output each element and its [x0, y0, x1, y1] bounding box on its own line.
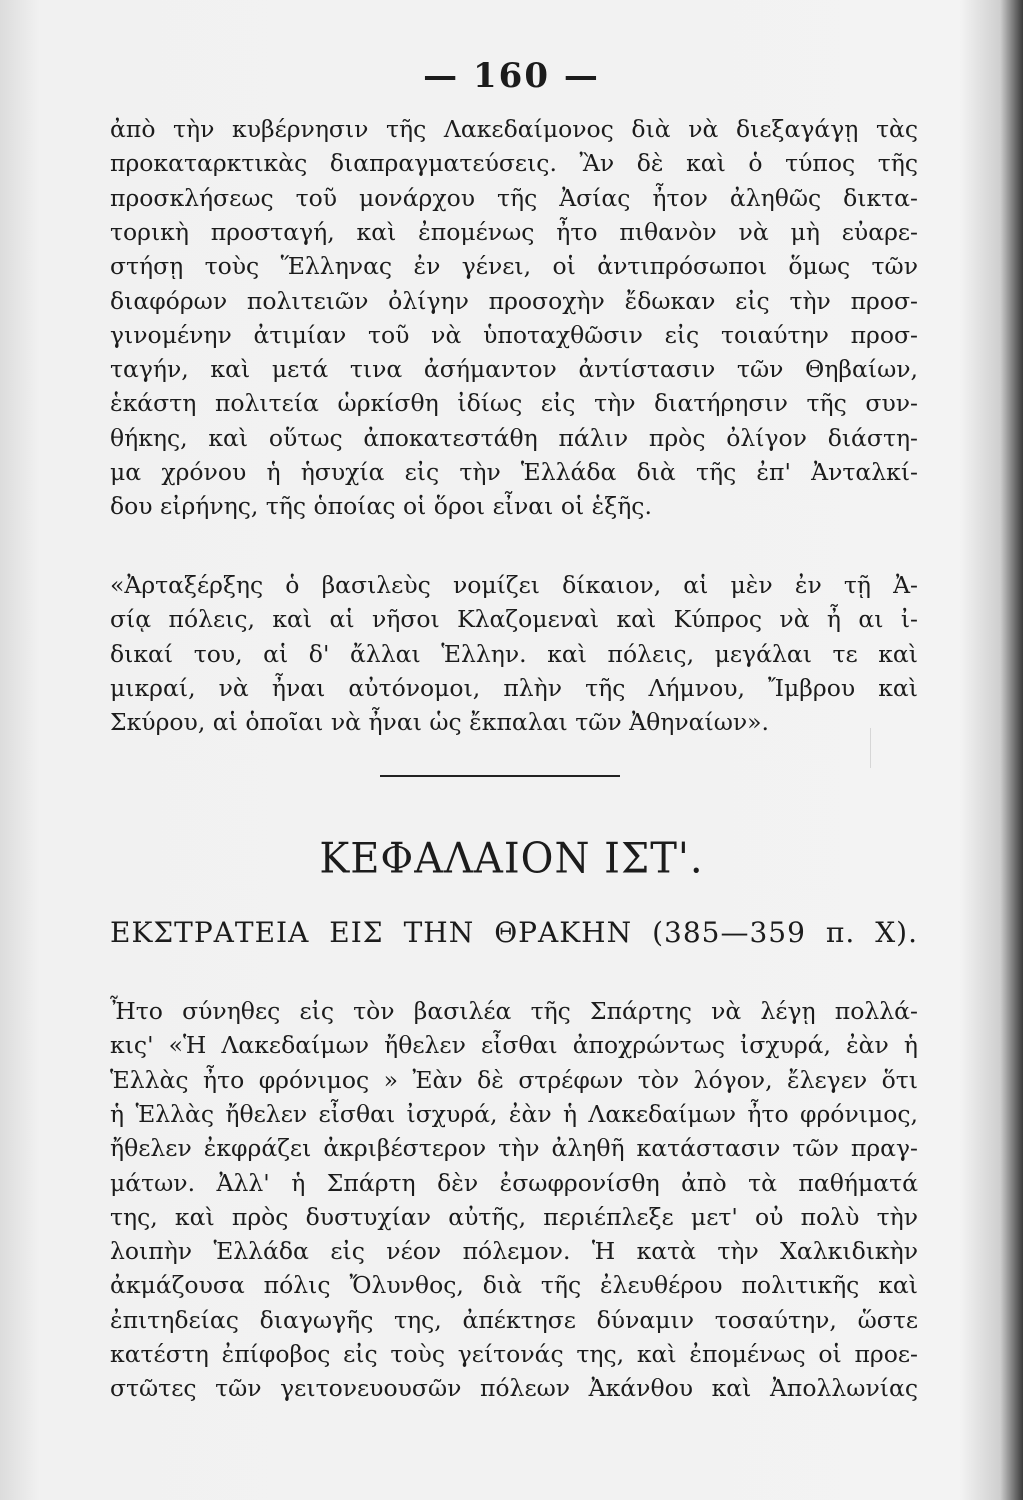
text-line: Ἦτο σύνηθες εἰς τὸν βασιλέα τῆς Σπάρτης νὰ λέγῃ πολλά- — [110, 997, 918, 1025]
text-line: διαφόρων πολιτειῶν ὀλίγην προσοχὴν ἔδωκαν εἰς τὴν προσ- — [110, 286, 918, 315]
text-line: ἡ Ἑλλὰς ἤθελεν εἶσθαι ἰσχυρά, ἐὰν ἡ Λακεδαίμων ἦτο φρόνιμος, — [110, 1099, 918, 1128]
text-line: προκαταρκτικὰς διαπραγματεύσεις. Ἂν δὲ καὶ ὁ τύπος τῆς — [110, 149, 918, 178]
text-line: ἀπὸ τὴν κυβέρνησιν τῆς Λακεδαίμονος διὰ νὰ διεξαγάγῃ τὰς — [110, 115, 918, 143]
text-line: δου εἰρήνης, τῆς ὁποίας οἱ ὅροι εἶναι οἱ ἑξῆς. — [110, 492, 652, 521]
page-number: — 160 — — [423, 56, 600, 96]
text-line: μάτων. Ἀλλ' ἡ Σπάρτη δὲν ἐσωφρονίσθη ἀπὸ τὰ παθήματά — [110, 1168, 918, 1197]
text-line: της, καὶ πρὸς δυστυχίαν αὐτῆς, περιέπλεξε μετ' οὐ πολὺ τὴν — [110, 1202, 918, 1231]
text-line: δικαί του, αἱ δ' ἄλλαι Ἑλλην. καὶ πόλεις, μεγάλαι τε καὶ — [110, 639, 918, 668]
text-line: τορικὴ προσταγή, καὶ ἐπομένως ἦτο πιθανὸν νὰ μὴ εὐαρε- — [110, 217, 918, 246]
text-line: σίᾳ πόλεις, καὶ αἱ νῆσοι Κλαζομεναὶ καὶ Κύπρος νὰ ἦ αι ἰ- — [110, 605, 918, 634]
text-line: ἐπιτηδείας διαγωγῆς της, ἀπέκτησε δύναμιν τοσαύτην, ὥστε — [110, 1305, 918, 1334]
text-line: «Ἀρταξέρξης ὁ βασιλεὺς νομίζει δίκαιον, αἱ μὲν ἐν τῇ Ἀ- — [110, 571, 918, 599]
text-line: ἤθελεν ἐκφράζει ἀκριβέστερον τὴν ἀληθῆ κατάστασιν τῶν πραγ- — [110, 1134, 918, 1163]
text-line: στῶτες τῶν γειτονευουσῶν πόλεων Ἀκάνθου καὶ Ἀπολλωνίας — [110, 1374, 918, 1403]
text-line: στήσῃ τοὺς Ἕλληνας ἐν γένει, οἱ ἀντιπρόσωποι ὅμως τῶν — [110, 252, 918, 281]
text-line: ἑκάστη πολιτεία ὡρκίσθη ἰδίως εἰς τὴν διατήρησιν τῆς συν- — [110, 389, 918, 418]
text-line: γινομένην ἀτιμίαν τοῦ νὰ ὑποταχθῶσιν εἰς τοιαύτην προσ- — [110, 320, 918, 349]
section-title: ΕΚΣΤΡΑΤΕΙΑ ΕΙΣ ΤΗΝ ΘΡΑΚΗΝ (385—359 π. Χ). — [110, 916, 918, 949]
text-line: ἀκμάζουσα πόλις Ὄλυνθος, διὰ τῆς ἐλευθέρου πολιτικῆς καὶ — [110, 1271, 918, 1300]
text-line: μα χρόνου ἡ ἡσυχία εἰς τὴν Ἑλλάδα διὰ τῆς ἐπ' Ἀνταλκί- — [110, 458, 918, 486]
text-line: προσκλήσεως τοῦ μονάρχου τῆς Ἀσίας ἦτον ἀληθῶς δικτα- — [110, 183, 918, 212]
text-line: Ἑλλὰς ἦτο φρόνιμος » Ἐὰν δὲ στρέφων τὸν λόγον, ἔλεγεν ὅτι — [110, 1065, 918, 1094]
text-line: Σκύρου, αἱ ὁποῖαι νὰ ἦναι ὡς ἔκπαλαι τῶν Ἀθηναίων». — [110, 708, 770, 737]
text-line: κις' «Ἡ Λακεδαίμων ἤθελεν εἶσθαι ἀποχρώντως ἰσχυρά, ἐὰν ἡ — [110, 1031, 918, 1060]
section-divider — [380, 775, 620, 777]
chapter-title: ΚΕΦΑΛΑΙΟΝ ΙΣΤ'. — [319, 834, 704, 884]
margin-mark — [870, 728, 897, 768]
text-line: θήκης, καὶ οὕτως ἀποκατεστάθη πάλιν πρὸς ὀλίγον διάστη- — [110, 423, 918, 452]
text-line: κατέστη ἐπίφοβος εἰς τοὺς γείτονάς της, καὶ ἐπομένως οἱ προε- — [110, 1340, 918, 1368]
text-line: λοιπὴν Ἑλλάδα εἰς νέον πόλεμον. Ἡ κατὰ τὴν Χαλκιδικὴν — [110, 1237, 918, 1266]
text-line: ταγήν, καὶ μετά τινα ἀσήμαντον ἀντίστασιν τῶν Θηβαίων, — [110, 355, 918, 384]
text-line: μικραί, νὰ ἦναι αὐτόνομοι, πλὴν τῆς Λήμνου, Ἴμβρου καὶ — [110, 673, 918, 702]
